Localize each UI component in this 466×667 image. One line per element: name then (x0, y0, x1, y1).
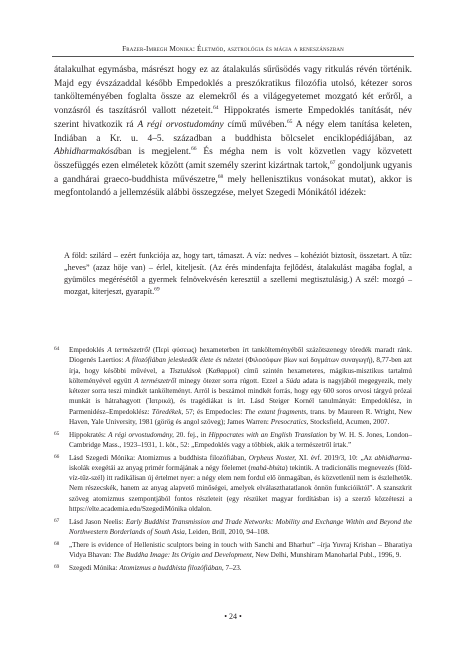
footnote-67 (54, 517, 412, 538)
footnote-number: 69 (54, 563, 60, 570)
footnote-64 (54, 345, 412, 427)
footnote-title-italic: A természetről (134, 376, 177, 385)
footnote-text: by W. H. S. Jones, London–Cambridge Mass., 1923–1931, 1. köt., 52: „Empedoklés vagy a többiek, akik a természetről írtak.” (69, 430, 412, 449)
footnote-title-italic: A régi orvostudomány, (108, 430, 174, 439)
footnote-text: Stocksfield, Acumen, 2007. (308, 417, 390, 426)
footnote-text: Lásd Szegedi Mónika: Atomizmus a buddhista filozófiában, (69, 453, 249, 462)
footnote-text: ) tekintik. A tradicionális megnevezés (föld-víz-tűz-szél) itt radikálisan új értelmet nyer: a négy elem nem fordul elő önmagában, és közvetlenül nem is észlelhetők. Nem részecskék, hanem az anyag alapvető minőségei, amelyek elválaszthatatlanok önnön funkcióiktól”. A szanszkrit szöveg atomizmus szempontjából fontos részleteit (egy részüket magyar fordításban is) a szerző közzéteszi a https://elte.academia.edu/SzegediMónika oldalon. (69, 463, 413, 513)
footnote-ref-69[interactable]: 69 (154, 286, 160, 293)
footnote-text: New Delhi, Munshiram Manoharlal Publ., 1996, 9. (253, 550, 402, 559)
footnote-ref-67[interactable]: 67 (329, 159, 336, 166)
footnote-text: minegy ötezer sorra rúgott. Ezzel a (176, 376, 286, 385)
footnote-ref-66[interactable]: 66 (190, 146, 197, 153)
footnote-number: 67 (54, 517, 60, 524)
footnote-title-italic: Atomizmus a buddhista filozófiában, (119, 563, 224, 572)
footnote-text: 20. fej., in (173, 430, 209, 439)
body-text-span: A négy elem tanítása keleten, Indiában a Kr. u. 4–5. században a buddhista bölcselet enciklopédiájában, az (54, 119, 412, 144)
footnote-text: trans. by Maureen R. Wright, New Haven, Yale University, 1981 (görög és angol szöveg); James Warren: (69, 407, 412, 426)
footnote-69 (54, 563, 412, 573)
block-quote (64, 250, 412, 298)
footnote-title-italic: abhidharma (374, 453, 410, 462)
body-text-span: mely hellenisztikus vonásokat mutat), akkor is megfontolandó a jellemzésük alábbi összegzése, melyet Szegedi Mónikától idézek: (54, 174, 412, 199)
body-text-span: Hippokratés ismerte Empedoklés tanítását, név szerint hivatkozik rá (54, 106, 412, 130)
footnote-ref-64[interactable]: 64 (212, 104, 219, 111)
footnote-text: Lásd Jason Neelis: (69, 517, 126, 526)
running-head: Frazer-Imregh Monika: Életmód, asztrológia és mágia a reneszánszban (122, 44, 344, 53)
footnote-text: Szegedi Mónika: (69, 563, 120, 572)
footnote-title-italic: A természetről (107, 346, 150, 354)
footnote-title-italic: The extant fragments, (244, 407, 308, 416)
footnote-text: adata is nagyjából megegyezik, mely kétezer sorra teszi mindkét tankölteményt. Arról is beszámol mindkét forrás, hogy egy 600 soros orvosi tárgyú prózai munkát is hátrahagyott (Ἰατρικά), és tragédiákat is írt. Lásd Steiger Kornél tanulmányát: Empedoklész, in Parmenidész–Empedoklész: (69, 376, 412, 416)
footnote-title-italic: mahá-bhúta (250, 463, 286, 472)
footnote-text: Leiden, Brill, 2010, 94–108. (186, 527, 270, 536)
body-text-span: És mégha nem is volt közvetlen vagy közvetett összefüggés ezen elméletek között (amit személy szerint kizártnak tartok, (54, 147, 412, 171)
footnote-text: XI. évf. 2019/3, 10: „Az (296, 453, 375, 462)
footnote-title-italic: Töredékek, (151, 407, 184, 416)
footnote-text: 57; és Empedocles: (183, 407, 245, 416)
footnote-text: 7–23. (223, 563, 242, 572)
main-paragraph (54, 64, 412, 201)
footnote-66 (54, 453, 412, 515)
footnotes (54, 345, 412, 575)
quote-text: A föld: szilárd – ezért funkciója az, hogy tart, támaszt. A víz: nedves – kohéziót biztosít, összetart. A tűz: „heves” (azaz höje van) – érlel, kiteljesít. (Az érés mindenfajta fejlődést, átalakulást magába foglal, a gyümölcs megérésétől a gyermek felnövekvésén keresztül a szellemi megtisztulásig.) A szél: mozgó – mozgat, kiterjeszt, gyarapít. (64, 251, 412, 296)
footnote-text: (Φιλοσόφων βίων καὶ δογμάτων συναγωγή), 8,77-ben azt írja, hogy későbbi művével, a (69, 356, 412, 375)
body-text-span: című művében. (223, 119, 287, 130)
footnote-65 (54, 430, 412, 451)
footnote-title-italic: Tisztulások (169, 366, 202, 375)
footnote-title-italic: Orpheus Noster, (248, 453, 297, 462)
body-text-span: gondoljunk ugyanis a gandhárai graeco-buddhista művészetre, (54, 160, 413, 185)
footnote-text: Empedoklés (69, 346, 108, 354)
footnote-number: 68 (54, 540, 60, 547)
footnote-text: (Καθαρμοί) című szintén hexameteres, mágikus-misztikus tartalmú költeményével együtt (69, 366, 413, 385)
footnote-ref-68[interactable]: 68 (217, 173, 224, 180)
header-rule (52, 56, 414, 57)
body-text-span: ban is megjelent. (118, 147, 191, 158)
title-italic: Abhidharmakósá (54, 147, 119, 158)
footnote-title-italic: Presocratics, (270, 417, 309, 426)
title-italic: A régi orvostudomány (137, 119, 224, 130)
body-text-span: átalakulhat egymásba, másrészt hogy ez az átalakulás sűrűsödés vagy ritkulás révén történik. Majd egy évszázaddal később Empedoklés a preszókratikus filozófia utolsó, kétezer soros tankölteményében foglalta össze az elemekről és a világegyetemet mozgató két erőről, a vonzásról és taszításról vallott nézeteit. (54, 65, 412, 117)
footnote-number: 65 (54, 430, 60, 437)
footnote-title-italic: Súda (285, 376, 301, 385)
footnote-text: Hippokratés: (69, 430, 109, 439)
footnote-number: 66 (54, 453, 60, 460)
footnote-text: (Περὶ φύσεως) hexameterben írt tankölteményéből százötszenegy töredék maradt ránk. Diogenés Laertios: (69, 346, 412, 365)
footnote-title-italic: Early Buddhist Transmission and Trade Networks: Mobility and Exchange Within and Beyond the Northwestern Borderlands of South Asia, (69, 517, 412, 536)
footnote-number: 64 (54, 346, 60, 352)
footnote-68 (54, 540, 412, 561)
footnote-text: „There is evidence of Hellenistic sculptors being in touch with Sanchi and Bharhut” –írja Yuvraj Krishan – Bharatiya Vidya Bhavan: (69, 540, 412, 559)
footnote-text: -iskolák exegétái az anyag primér formájának a négy főelemet ( (69, 453, 412, 472)
footnote-title-italic: The Buddha Image: Its Origin and Development, (113, 550, 254, 559)
footnote-ref-65[interactable]: 65 (286, 118, 293, 125)
page-number: • 24 • (224, 612, 242, 621)
footnote-title-italic: A filozófiában jeleskedők élete és nézetei (125, 356, 244, 365)
footnote-title-italic: Hippocrates with an English Translation (208, 430, 328, 439)
